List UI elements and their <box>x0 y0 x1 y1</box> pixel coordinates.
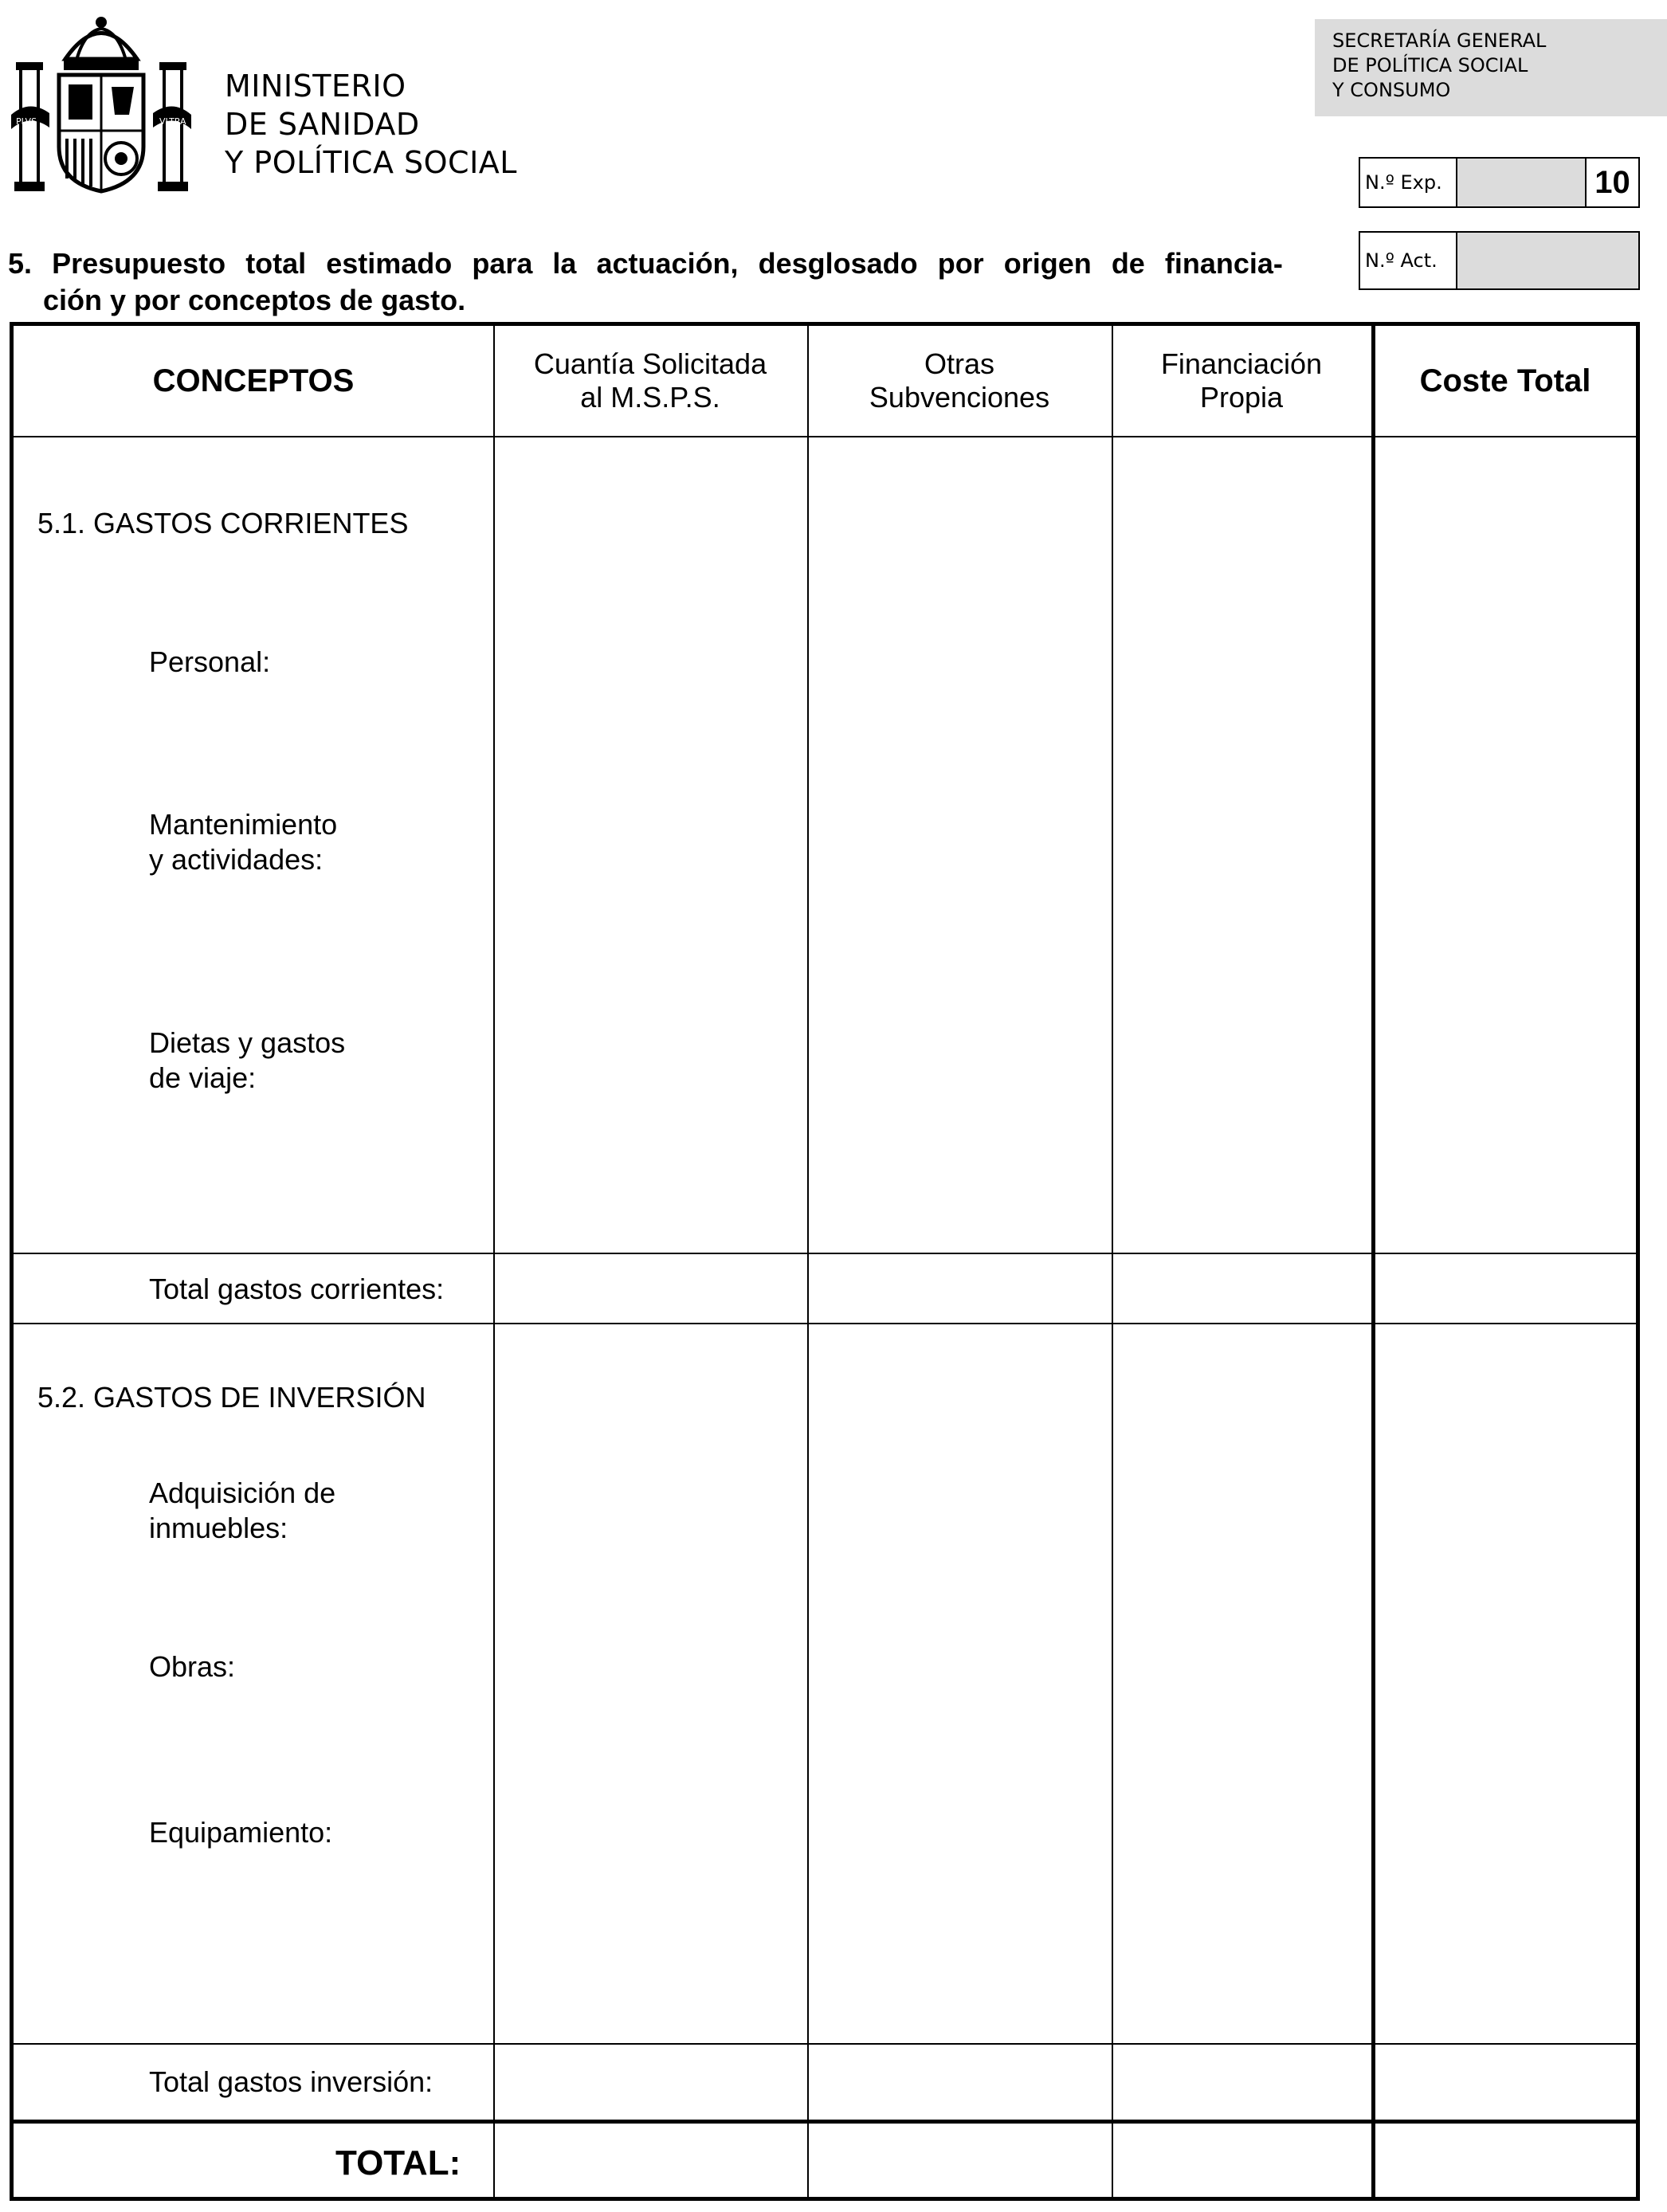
personnel-label: Personal: <box>149 645 271 678</box>
section-title-word: total <box>245 247 307 280</box>
header-requested-amount: Cuantía Solicitada al M.S.P.S. <box>533 347 767 414</box>
ministry-line: Y POLÍTICA SOCIAL <box>225 145 517 180</box>
act-input[interactable] <box>1457 233 1638 288</box>
section-title-word: por <box>937 247 984 280</box>
section-title-word: estimado <box>326 247 453 280</box>
ministry-line: MINISTERIO <box>225 69 406 104</box>
secretaria-line: DE POLÍTICA SOCIAL <box>1332 54 1528 76</box>
grand-total-label: TOTAL: <box>335 2143 461 2183</box>
section-title-word: origen <box>1003 247 1092 280</box>
section-title-word: la <box>552 247 577 280</box>
secretaria-line: SECRETARÍA GENERAL <box>1332 29 1547 52</box>
current-subtotal-label: Total gastos corrientes: <box>149 1273 445 1305</box>
page-number: 10 <box>1585 159 1638 206</box>
current-expenses-heading: 5.1. GASTOS CORRIENTES <box>37 507 409 539</box>
investment-subtotal-label: Total gastos inversión: <box>149 2065 433 2098</box>
motto-left: PLVS <box>16 116 37 127</box>
section-title-line1 <box>8 245 1283 282</box>
equipment-label: Equipamiento: <box>149 1816 333 1849</box>
section-title-word: actuación, <box>596 247 739 280</box>
secretaria-line: Y CONSUMO <box>1332 79 1451 101</box>
budget-table <box>10 322 1640 2201</box>
ministry-line: DE SANIDAD <box>225 107 420 142</box>
header-concepts: CONCEPTOS <box>152 363 355 398</box>
investment-expenses-heading: 5.2. GASTOS DE INVERSIÓN <box>37 1381 426 1414</box>
works-label: Obras: <box>149 1650 236 1683</box>
section-title-word: Presupuesto <box>52 247 226 280</box>
secretaria-box <box>1315 19 1667 116</box>
expedient-input[interactable] <box>1457 159 1585 206</box>
act-label: N.º Act. <box>1360 233 1457 288</box>
maintenance-label: Mantenimiento y actividades: <box>149 808 338 876</box>
header-own-funding: Financiación Propia <box>1160 347 1323 414</box>
section-number: 5. <box>8 247 33 280</box>
section-title-line2: ción y por conceptos de gasto. <box>43 284 466 316</box>
section-title <box>8 245 1283 319</box>
section-title-word: para <box>472 247 533 280</box>
section-title-word: de <box>1111 247 1145 280</box>
property-label: Adquisición de inmuebles: <box>149 1477 336 1544</box>
section-title-word: financia- <box>1164 247 1283 280</box>
travel-label: Dietas y gastos de viaje: <box>149 1026 346 1094</box>
header-other-subsidies: Otras Subvenciones <box>869 347 1050 414</box>
expedient-number-box <box>1359 157 1640 208</box>
ministry-name <box>225 67 517 182</box>
section-title-word: desglosado <box>758 247 918 280</box>
coat-of-arms-logo <box>10 11 193 194</box>
motto-right: VLTRA <box>159 116 186 127</box>
header-total-cost: Coste Total <box>1419 363 1591 398</box>
act-number-box <box>1359 231 1640 290</box>
expedient-label: N.º Exp. <box>1360 159 1457 206</box>
